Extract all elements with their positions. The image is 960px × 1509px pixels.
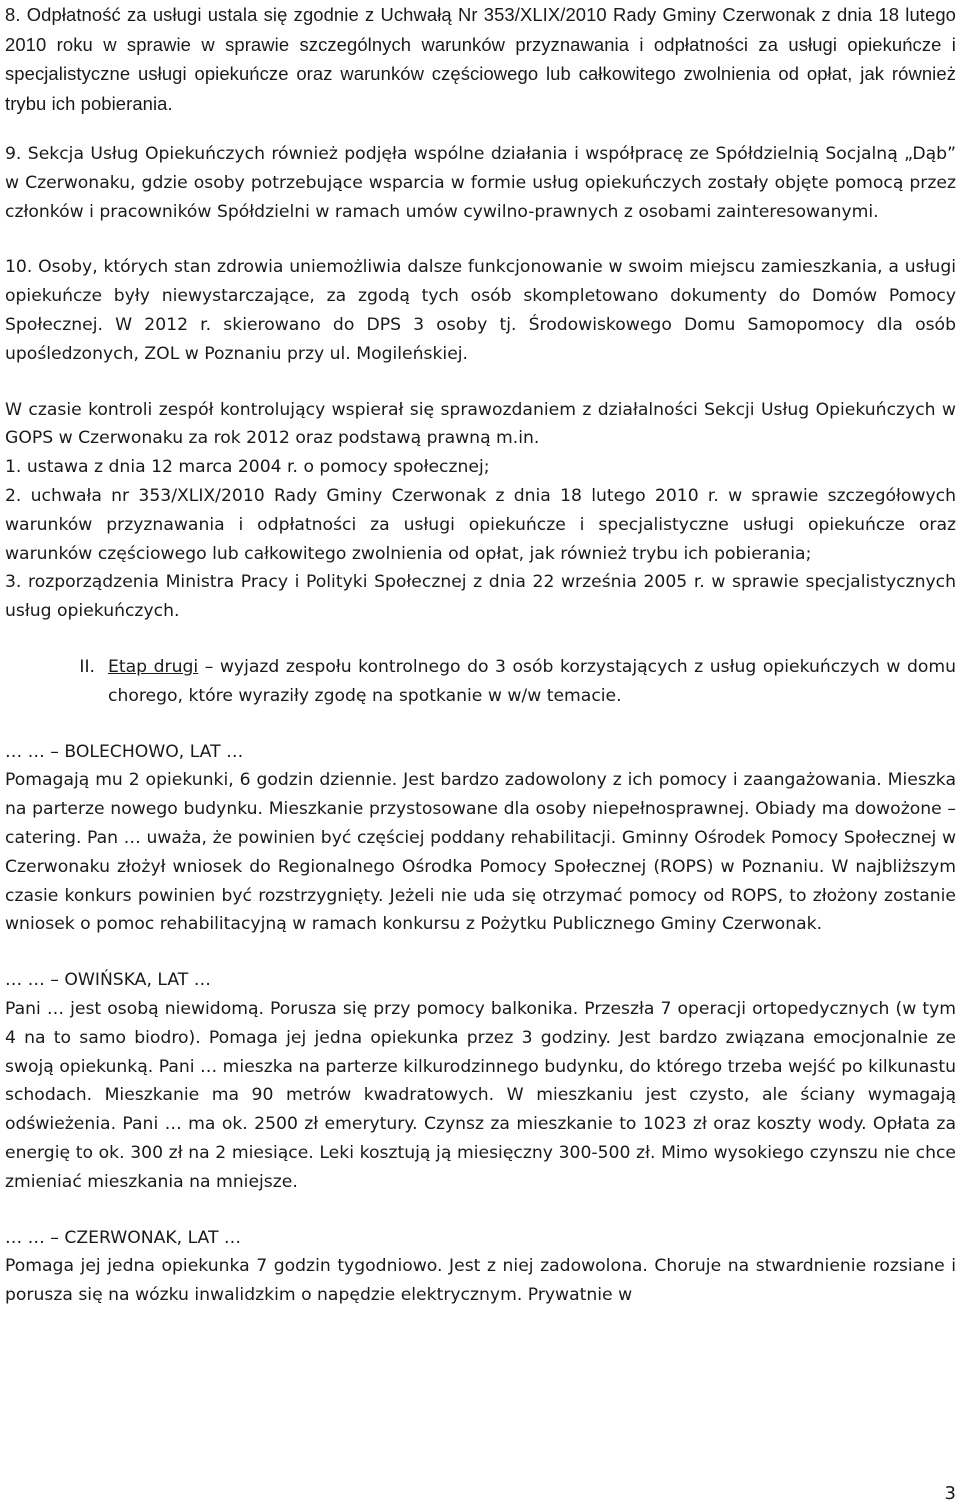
case-header: … … – BOLECHOWO, LAT … (5, 741, 244, 762)
paragraph-10: 10. Osoby, których stan zdrowia uniemożliwia dalsze funkcjonowanie w swoim miejscu zamieszkania, a usługi opiekuńcze były niewystarczające, za zgodą tych osób skompletowano dokumenty do Domów Pomocy Społecznej. W 2012 r. skierowano do DPS 3 osoby tj. Środowiskowego Domu Samopomocy dla osób upośledzonych, ZOL w Poznaniu przy ul. Mogileńskiej. (5, 257, 956, 364)
paragraph-8: 8. Odpłatność za usługi ustala się zgodnie z Uchwałą Nr 353/XLIX/2010 Rady Gminy Czerwonak z dnia 18 lutego 2010 roku w sprawie w sprawie szczególnych warunków przyznawania i odpłatności za usługi opiekuńcze i specjalistyczne usługi opiekuńcze oraz warunków częściowego lub całkowitego zwolnienia od opłat, jak również trybu ich pobierania. (5, 4, 956, 114)
stage-two (5, 653, 956, 711)
case-bolechowo (5, 738, 956, 940)
case-header: … … – OWIŃSKA, LAT … (5, 970, 211, 991)
case-czerwonak (5, 1224, 956, 1310)
legal-basis-item: 1. ustawa z dnia 12 marca 2004 r. o pomocy społecznej; (5, 457, 490, 478)
legal-basis-list (5, 453, 956, 626)
legal-basis-item: 3. rozporządzenia Ministra Pracy i Polityki Społecznej z dnia 22 września 2005 r. w sprawie specjalistycznych usług opiekuńczych. (5, 572, 956, 622)
stage-title: Etap drugi (108, 656, 199, 677)
page-number: 3 (944, 1483, 956, 1504)
case-text: Pomagają mu 2 opiekunki, 6 godzin dziennie. Jest bardzo zadowolony z ich pomocy i zaangażowania. Mieszka na parterze nowego budynku. Mieszkanie przystosowane dla osoby niepełnosprawnej. Obiady ma dowożone – catering. Pan … uważa, że powinien być częściej poddany rehabilitacji. Gminny Ośrodek Pomocy Społecznej w Czerwonaku złożył wniosek do Regionalnego Ośrodka Pomocy Społecznej (ROPS) w Poznaniu. W najbliższym czasie konkurs powinien być rozstrzygnięty. Jeżeli nie uda się otrzymać pomocy od ROPS, to złożony zostanie wniosek o pomoc rehabilitacyjną w ramach konkursu z Pożytku Publicznego Gminy Czerwonak. (5, 770, 956, 935)
case-owinska (5, 966, 956, 1196)
paragraph-9: 9. Sekcja Usług Opiekuńczych również podjęła wspólne działania i współpracę ze Spółdzielnią Socjalną „Dąb” w Czerwonaku, gdzie osoby potrzebujące wsparcia w formie usług opiekuńczych zostały objęte pomocą przez członków i pracowników Spółdzielni w ramach umów cywilno-prawnych z osobami zainteresowanymi. (5, 144, 956, 222)
case-header: … … – CZERWONAK, LAT … (5, 1227, 242, 1248)
control-intro: W czasie kontroli zespół kontrolujący wspierał się sprawozdaniem z działalności Sekcji Usług Opiekuńczych w GOPS w Czerwonaku za rok 2012 oraz podstawą prawną m.in. (5, 399, 956, 449)
case-text: Pani … jest osobą niewidomą. Porusza się przy pomocy balkonika. Przeszła 7 operacji ortopedycznych (w tym 4 na to samo biodro). Pomaga jej jedna opiekunka przez 3 godziny. Jest bardzo związana emocjonalnie ze swoją opiekunką. Pani … mieszka na parterze kilkurodzinnego budynku, do którego trzeba wejść po kilkunastu schodach. Mieszkanie ma 90 metrów kwadratowych. W mieszkaniu jest czysto, ale ściany wymagają odświeżenia. Pani … ma ok. 2500 zł emerytury. Czynsz za mieszkanie to 1023 zł oraz koszty wody. Opłata za energię to ok. 300 zł na 2 miesiące. Leki kosztują ją miesięczny 300-500 zł. Mimo wysokiego czynszu nie chce zmieniać mieszkania na mniejsze. (5, 998, 956, 1192)
legal-basis-item: 2. uchwała nr 353/XLIX/2010 Rady Gminy Czerwonak z dnia 18 lutego 2010 r. w sprawie szczegółowych warunków przyznawania i odpłatności za usługi opiekuńcze i specjalistyczne usługi opiekuńcze oraz warunków częściowego lub całkowitego zwolnienia od opłat, jak również trybu ich pobierania; (5, 485, 956, 564)
stage-text: – wyjazd zespołu kontrolnego do 3 osób korzystających z usług opiekuńczych w domu chorego, które wyraziły zgodę na spotkanie w w/w temacie. (108, 656, 957, 706)
stage-number: II. (79, 656, 95, 677)
document-page (5, 0, 956, 1310)
stage-description (108, 653, 956, 711)
case-text: Pomaga jej jedna opiekunka 7 godzin tygodniowo. Jest z niej zadowolona. Choruje na stwardnienie rozsiane i porusza się na wózku inwalidzkim o napędzie elektrycznym. Prywatnie w (5, 1256, 956, 1306)
